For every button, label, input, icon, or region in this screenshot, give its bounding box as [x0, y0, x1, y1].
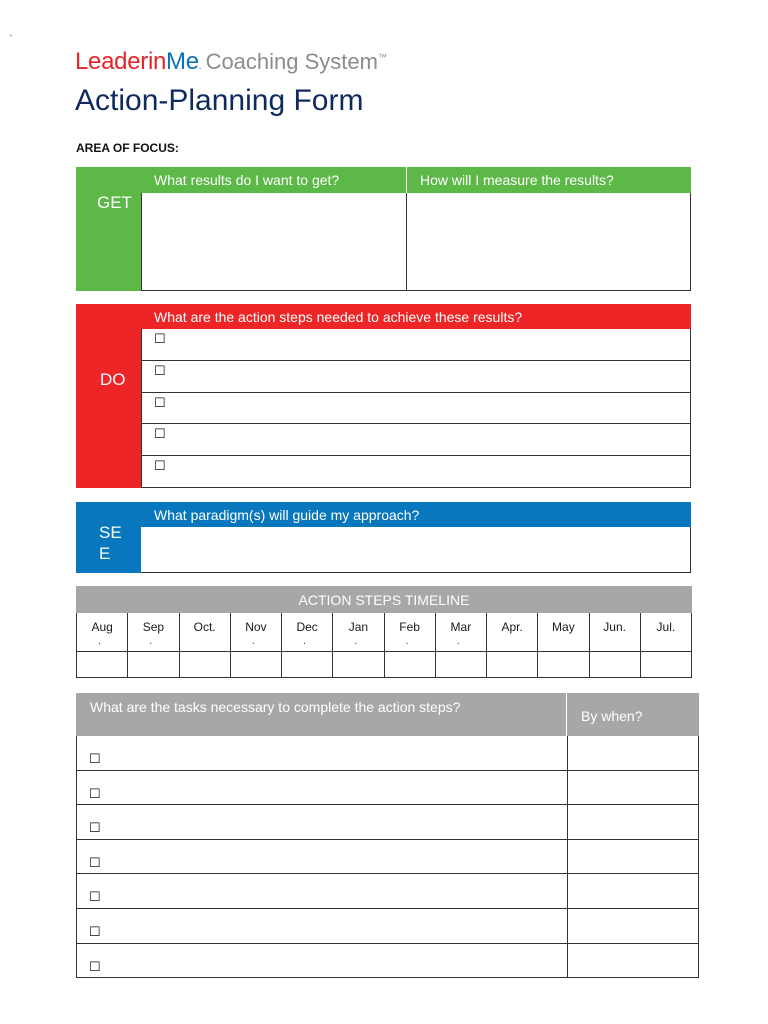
month-label: Feb	[399, 620, 420, 634]
logo-brand-in: in	[147, 48, 167, 75]
by-when-cell[interactable]	[568, 909, 699, 944]
paradigm-header: What paradigm(s) will guide my approach?	[141, 502, 691, 527]
month-cell	[487, 613, 538, 652]
task-row	[76, 771, 699, 806]
action-steps-timeline	[76, 586, 692, 678]
see-label-line2: E	[99, 544, 111, 563]
month-tick: .	[251, 636, 255, 647]
timeline-entry-cell[interactable]	[538, 652, 589, 678]
task-cell[interactable]	[77, 805, 568, 840]
by-when-cell[interactable]	[568, 736, 699, 771]
month-cell	[641, 613, 692, 652]
by-when-cell[interactable]	[568, 840, 699, 875]
action-steps-header: What are the action steps needed to achieve these results?	[141, 304, 691, 329]
timeline-entry-cell[interactable]	[590, 652, 641, 678]
do-label: DO	[76, 304, 141, 488]
timeline-entry-cell[interactable]	[487, 652, 538, 678]
month-label: Sep	[142, 620, 165, 634]
checkbox[interactable]: ☐	[89, 854, 101, 870]
task-row	[76, 840, 699, 875]
do-section	[76, 304, 691, 488]
month-tick: .	[303, 636, 306, 647]
month-label: Jul.	[656, 620, 676, 634]
timeline-entry-cell[interactable]	[77, 652, 128, 678]
timeline-entry-cell[interactable]	[436, 652, 487, 678]
month-label: Dec	[296, 620, 318, 634]
checkbox[interactable]: ☐	[89, 923, 101, 939]
action-step-row[interactable]	[141, 424, 691, 456]
checkbox[interactable]: ☐	[89, 751, 101, 766]
tasks-header: What are the tasks necessary to complete the action steps?	[76, 693, 567, 736]
results-header: What results do I want to get?	[141, 167, 406, 193]
timeline-entry-cell[interactable]	[180, 652, 231, 678]
checkbox[interactable]: ☐	[89, 958, 101, 974]
leader-in-me-logo	[75, 48, 387, 78]
page-title: Action-Planning Form	[75, 84, 364, 117]
month-cell	[590, 613, 641, 652]
task-cell[interactable]	[77, 909, 568, 944]
month-cell	[180, 613, 231, 652]
month-label: Apr.	[501, 620, 523, 634]
by-when-cell[interactable]	[568, 874, 699, 909]
tasks-table	[76, 693, 699, 978]
checkbox[interactable]: ☐	[154, 394, 166, 410]
month-label: Nov	[245, 620, 267, 634]
timeline-entry-cell[interactable]	[231, 652, 282, 678]
stray-mark: `	[9, 34, 13, 46]
month-label: Jan	[348, 620, 369, 634]
month-label: Jun.	[603, 620, 626, 634]
see-label-line1: SE	[99, 523, 122, 542]
timeline-entry-cell[interactable]	[128, 652, 179, 678]
checkbox[interactable]: ☐	[89, 785, 101, 801]
month-label: May	[552, 620, 575, 634]
checkbox[interactable]: ☐	[89, 889, 101, 905]
month-cell	[333, 613, 384, 652]
checkbox[interactable]: ☐	[154, 331, 166, 346]
get-label: GET	[76, 167, 141, 291]
month-tick: .	[149, 636, 153, 647]
month-tick: .	[456, 636, 460, 647]
timeline-entry-cell[interactable]	[641, 652, 692, 678]
logo-brand-dot: .	[198, 61, 202, 72]
task-row	[76, 736, 699, 771]
month-label: Oct.	[193, 620, 216, 634]
month-cell	[436, 613, 487, 652]
by-when-cell[interactable]	[568, 944, 699, 979]
task-cell[interactable]	[77, 771, 568, 806]
see-label	[76, 502, 141, 573]
results-field[interactable]	[141, 193, 407, 291]
task-cell[interactable]	[77, 840, 568, 875]
paradigm-field[interactable]	[141, 527, 691, 573]
task-row	[76, 944, 699, 979]
task-row	[76, 805, 699, 840]
logo-brand-me: Me	[166, 48, 199, 75]
logo-brand-leader: Leader	[75, 48, 148, 75]
task-row	[76, 909, 699, 944]
month-cell	[231, 613, 282, 652]
timeline-header: ACTION STEPS TIMELINE	[76, 586, 692, 613]
action-step-row[interactable]	[141, 393, 691, 425]
task-cell[interactable]	[77, 736, 568, 771]
month-label: Aug	[91, 620, 113, 634]
month-cell	[385, 613, 436, 652]
month-cell	[128, 613, 179, 652]
checkbox[interactable]: ☐	[154, 458, 166, 474]
timeline-entry-cell[interactable]	[385, 652, 436, 678]
timeline-months-row	[76, 613, 692, 652]
task-cell[interactable]	[77, 874, 568, 909]
month-cell	[282, 613, 333, 652]
by-when-cell[interactable]	[568, 805, 699, 840]
month-cell	[77, 613, 128, 652]
checkbox[interactable]: ☐	[154, 426, 166, 442]
logo-trademark: ™	[377, 52, 387, 62]
checkbox[interactable]: ☐	[89, 820, 101, 836]
by-when-header: By when?	[581, 708, 643, 724]
month-label: Mar	[450, 620, 472, 634]
tasks-header-row	[76, 693, 699, 736]
timeline-entry-cell[interactable]	[282, 652, 333, 678]
month-cell	[538, 613, 589, 652]
area-of-focus-label: AREA OF FOCUS:	[76, 141, 179, 155]
timeline-entry-row	[76, 652, 692, 678]
action-step-row[interactable]	[141, 361, 691, 393]
action-step-row[interactable]	[141, 329, 691, 361]
get-section	[76, 167, 691, 291]
month-tick: .	[98, 636, 101, 647]
task-row	[76, 874, 699, 909]
action-steps-list	[141, 329, 691, 488]
measure-header: How will I measure the results?	[407, 167, 691, 193]
measure-field[interactable]	[406, 193, 691, 291]
timeline-entry-cell[interactable]	[333, 652, 384, 678]
see-section	[76, 502, 691, 573]
by-when-cell[interactable]	[568, 771, 699, 806]
task-cell[interactable]	[77, 944, 568, 979]
month-tick: .	[405, 636, 409, 647]
month-tick: .	[354, 636, 358, 647]
action-step-row[interactable]	[141, 456, 691, 488]
logo-subtitle: Coaching System	[205, 49, 378, 74]
checkbox[interactable]: ☐	[154, 362, 166, 378]
